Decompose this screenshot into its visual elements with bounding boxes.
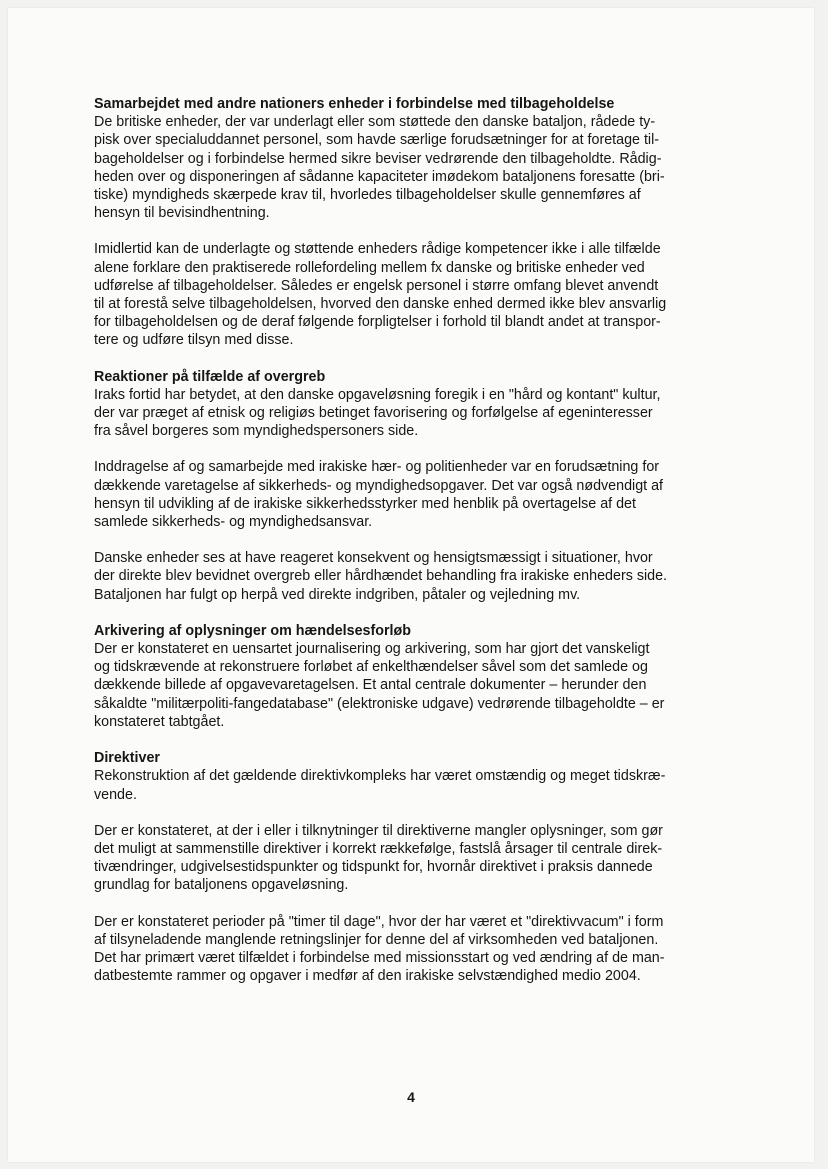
paragraph: Iraks fortid har betydet, at den danske opgaveløsning foregik i en "hård og kontant" kultur, der var præget af etnisk og religiøs betinget favorisering og forfølgelse af egeninteresser fra såvel borgeres som myndighedspersoners side. [94,386,661,440]
section-directives [94,749,746,804]
paragraph: Rekonstruktion af det gældende direktivkompleks har været omstændig og meget tidskræ- vende. [94,768,666,803]
section-archiving [94,622,746,731]
document-body [94,95,746,1003]
paragraph: Imidlertid kan de underlagte og støttende enheders rådige kompetencer ikke i alle tilfælde alene forklare den praktiserede rollefordeling mellem fx danske og britiske enheder ved udførelse af tilbageholdelser. Således er engelsk personel i større omfang blevet anvendt til at forestå selve tilbageholdelsen, hvorved den danske enhed dermed ikke blev ansvarlig for tilbageholdelsen og de deraf følgende forpligtelser i forhold til blandt andet at transpor- tere og udføre tilsyn med disse. [94,241,667,349]
section-reactions-abuse [94,368,746,441]
section-heading: Arkivering af oplysninger om hændelsesforløb [94,622,411,639]
paragraph: Der er konstateret perioder på "timer til dage", hvor der har været et "direktivvacum" i form af tilsyneladende manglende retningslinjer for denne del af virksomheden ved bataljonen. Det har primært været tilfældet i forbindelse med missionsstart og ved ændring af de man- datbestemte rammer og opgaver i medfør af den irakiske selvstændighed medio 2004. [94,913,665,985]
paragraph: Der er konstateret, at der i eller i tilknytninger til direktiverne mangler oplysninger, som gør det muligt at sammenstille direktiver i korrekt rækkefølge, fastslå årsager til centrale direk- tivændringer, udgivelsestidspunkter og tidspunkt for, hvornår direktivet i praksis dannede grundlag for bataljonens opgaveløsning. [94,822,663,894]
paragraph: De britiske enheder, der var underlagt eller som støttede den danske bataljon, rådede ty- pisk over specialuddannet personel, som havde særlige forudsætninger for at foretage til- bageholdelser og i forbindelse hermed sikre beviser vedrørende den tilbageholdte. Rådig- heden over og disponeringen af sådanne kapaciteter imødekom bataljonens foresatte (bri- tiske) myndigheds skærpede krav til, hvorledes tilbageholdelser skulle gennemføres af hensyn til bevisindhentning. [94,114,665,222]
paragraph: Danske enheder ses at have reageret konsekvent og hensigtsmæssigt i situationer, hvor der direkte blev bevidnet overgreb eller hårdhændet behandling fra irakiske enheders side. Bataljonen har fulgt op herpå ved direkte indgriben, påtaler og vejledning mv. [94,550,668,603]
section-detention-cooperation [94,95,746,222]
page-number: 4 [407,1089,415,1105]
section-heading: Reaktioner på tilfælde af overgreb [94,368,326,385]
section-heading: Samarbejdet med andre nationers enheder i forbindelse med tilbageholdelse [94,96,615,112]
paragraph: Der er konstateret en uensartet journalisering og arkivering, som har gjort det vanskeligt og tidskrævende at rekonstruere forløbet af enkelthændelser såvel som det samlede og dækkende billede af opgavevaretagelsen. Et antal centrale dokumenter – herunder den såkaldte "militærpoliti-fangedatabase" (elektroniske udgave) vedrørende tilbageholdte – er konstateret tabtgået. [94,641,665,730]
paragraph: Inddragelse af og samarbejde med irakiske hær- og politienheder var en forudsætning for dækkende varetagelse af sikkerheds- og myndighedsopgaver. Det var også nødvendigt af hensyn til udvikling af de irakiske sikkerhedsstyrker med henblik på overtagelse af det samlede sikkerheds- og myndighedsansvar. [94,459,664,531]
document-page [8,8,814,1162]
section-heading: Direktiver [94,750,160,767]
